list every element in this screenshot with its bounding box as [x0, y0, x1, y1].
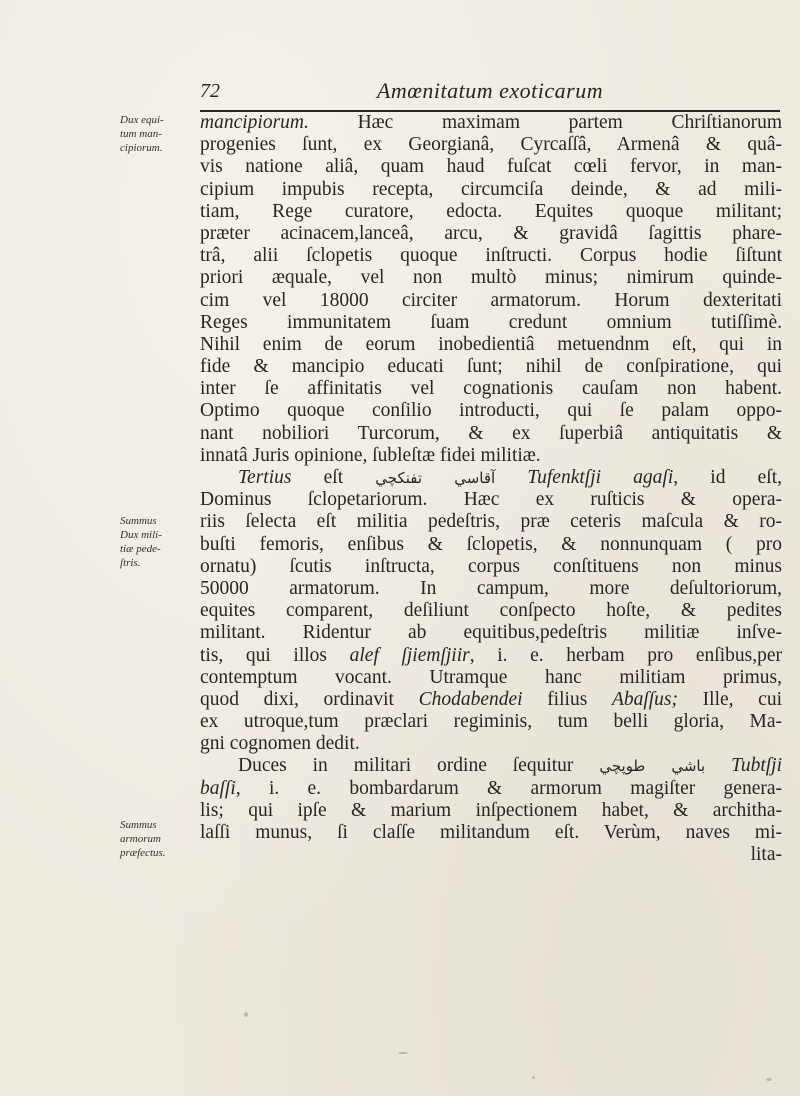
arabic-word-aqasi: آقاسي — [454, 469, 496, 487]
page-number: 72 — [200, 80, 220, 102]
bassi-post: , i. e. bombardarum & armorum magiſter genera- — [235, 777, 782, 799]
bassi-italic: baſſi — [200, 777, 236, 799]
margin-note-line: præfectus. — [120, 847, 166, 859]
text-line: inter ſe affinitatis vel cognationis cauſam non habent. — [200, 378, 782, 400]
text-line: tiam, Rege curatore, edocta. Equites quoque militant; — [200, 200, 782, 222]
text-line: buſti femoris, enſibus & ſclopetis, & nonnunquam ( pro — [200, 533, 782, 555]
text-line: Nihil enim de eorum inobedientiâ metuendnm eſt, qui in — [200, 333, 782, 355]
text-line: nant nobiliori Turcorum, & ex ſuperbiâ antiquitatis & — [200, 422, 782, 444]
text-line-start: mancipiorum. — [200, 112, 309, 133]
choda-mid: filius — [522, 688, 612, 710]
text-line: lis; qui ipſe & marium inſpectionem habet, & architha- — [200, 799, 782, 821]
choda-italic-1: Chodabendei — [418, 688, 523, 710]
text-line-alef — [200, 645, 782, 667]
running-title: Amœnitatum exoticarum — [376, 78, 604, 103]
main-text — [200, 112, 782, 866]
text-line: militant. Ridentur ab equitibus,pedeſtris militiæ inſve- — [200, 622, 782, 644]
margin-note-line: cipiorum. — [120, 142, 163, 154]
choda-post: Ille, cui — [678, 688, 782, 710]
text-line: riis ſelecta eſt militia pedeſtris, præ ceteris maſcula & ro- — [200, 511, 782, 533]
transliteration-tufenktsji: Tufenktſji agaſi — [527, 467, 674, 488]
ink-speck — [532, 1076, 535, 1079]
text-line: Reges immunitatem ſuam credunt omnium tutiſſimè. — [200, 311, 782, 333]
choda-italic-2: Abaſſus; — [611, 688, 679, 710]
tertius-word: Tertius — [238, 467, 292, 488]
text-line: ornatu) ſcutis inſtructa, corpus conſtituens non minus — [200, 555, 782, 577]
text-line-bassi — [200, 778, 782, 800]
text-line: ex utroque,tum præclari regiminis, tum belli gloria, Ma- — [200, 711, 782, 733]
text-line-chodabendei — [200, 689, 782, 711]
margin-note-line: tum man- — [120, 128, 162, 140]
running-head — [200, 80, 800, 110]
text-line: gni cognomen dedit. — [200, 733, 360, 755]
ink-speck — [244, 1012, 248, 1017]
alef-post: , i. e. herbam pro enſibus,per — [469, 644, 782, 666]
ink-speck — [766, 1078, 772, 1081]
text-line: cipium impubis recepta, circumciſa deinde, & ad mili- — [200, 178, 782, 200]
margin-note-line: ſtris. — [120, 557, 141, 569]
margin-note-line: Dux equi- — [120, 114, 164, 126]
text-line: cim vel 18000 circiter armatorum. Horum dexteritati — [200, 289, 782, 311]
text-line-tertius — [200, 467, 782, 489]
text-line: præter acinacem,lanceâ, arcu, & gravidâ ſagittis phare- — [200, 222, 782, 244]
arabic-word-bashi: باشي — [671, 757, 706, 776]
margin-note-line: Summus — [120, 819, 157, 831]
catchword: lita- — [750, 844, 782, 866]
margin-note-line: armorum — [120, 833, 161, 845]
text-line: Optimo quoque conſilio introducti, qui ſe palam oppo- — [200, 400, 782, 422]
arabic-word-topchi: طوپچي — [599, 757, 646, 776]
text-line: equites comparent, deſiliunt conſpecto hoſte, & pedites — [200, 600, 782, 622]
tertius-post: , id eſt, — [673, 467, 782, 488]
text-line: fide & mancipio educati ſunt; nihil de conſpiratione, qui — [200, 356, 782, 378]
text-line: trâ, alii ſclopetis quoque inſtructi. Corpus hodie ſiſtunt — [200, 245, 782, 267]
ink-speck — [398, 1052, 408, 1054]
margin-note-line: tiæ pede- — [120, 543, 161, 555]
text-line: laſſi munus, ſi claſſe militandum eſt. Verùm, naves mi- — [200, 822, 782, 843]
text-line: 50000 armatorum. In campum, more deſultoriorum, — [200, 577, 782, 599]
tertius-est: eſt — [291, 467, 376, 488]
margin-note-dux-equitum — [120, 113, 196, 155]
text-line: innatâ Juris opinione, ſubleſtæ fidei militiæ. — [200, 444, 541, 466]
text-line — [200, 112, 782, 134]
text-line: contemptum vocant. Utramque hanc militiam primus, — [200, 666, 782, 688]
margin-note-line: Summus — [120, 515, 157, 527]
alef-italic: alef ſjiemſjiir — [349, 644, 470, 666]
margin-note-summus-dux — [120, 514, 196, 570]
choda-pre: quod dixi, ordinavit — [200, 688, 419, 710]
text-line: priori æquale, vel non multò minus; nimirum quinde- — [200, 267, 782, 289]
text-line-rest: Hæc maximam partem Chriſtianorum — [357, 112, 782, 133]
transliteration-tubtsji: Tubtſji — [731, 755, 782, 777]
margin-note-line: Dux mili- — [120, 529, 162, 541]
duces-pre: Duces in militari ordine ſequitur — [238, 755, 600, 777]
alef-pre: tis, qui illos — [200, 644, 350, 666]
arabic-word-tufenkchi: تفنكچي — [375, 469, 423, 487]
text-line-duces — [200, 755, 782, 777]
text-line: vis natione aliâ, quam haud fuſcat cœli fervor, in man- — [200, 156, 782, 178]
margin-note-summus-armorum — [120, 818, 196, 860]
text-line: Dominus ſclopetariorum. Hæc ex ruſticis & opera- — [200, 489, 782, 511]
text-line: progenies ſunt, ex Georgianâ, Cyrcaſſâ, Armenâ & quâ- — [200, 134, 782, 156]
